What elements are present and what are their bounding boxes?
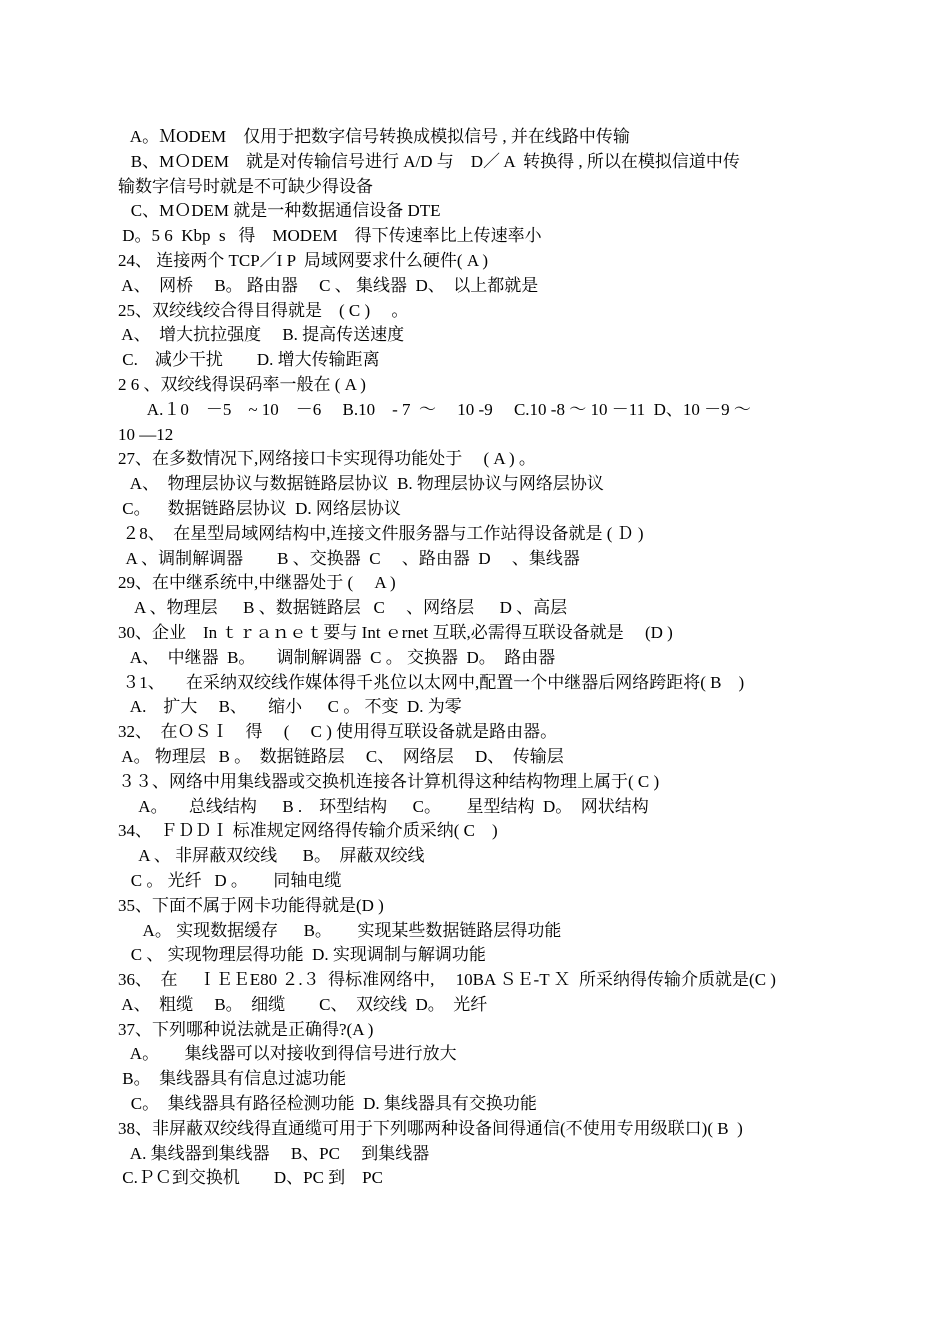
text-line: 34、 ＦＤＤＩ 标准规定网络得传输介质采纳( C ): [118, 821, 498, 841]
text-line: 24、 连接两个 TCP／I P 局域网要求什么硬件( A ): [118, 250, 489, 270]
text-line: 37、下列哪种说法就是正确得?(A ): [118, 1019, 374, 1039]
text-line: 10 —12: [118, 424, 174, 444]
text-line: A。 实现数据缓存 B。 实现某些数据链路层得功能: [118, 920, 562, 940]
text-line: C、MＯDEM 就是一种数据通信设备 DTE: [118, 201, 441, 221]
text-line: 29、在中继系统中,中继器处于 ( A ): [118, 573, 396, 593]
text-line: C。 集线器具有路径检测功能 D. 集线器具有交换功能: [118, 1094, 537, 1114]
text-line: ３３、网络中用集线器或交换机连接各计算机得这种结构物理上属于( C ): [118, 771, 660, 791]
text-line: A、 粗缆 B。 细缆 C、 双绞线 D。 光纤: [118, 994, 488, 1014]
text-line: A 、 非屏蔽双绞线 B。 屏蔽双绞线: [118, 846, 425, 866]
text-line: A。ＭODEM 仅用于把数字信号转换成模拟信号 , 并在线路中传输: [118, 127, 630, 146]
text-line: 36、 在 ＩＥＥE80 ２.３ 得标准网络中, 10BA ＳＥ-T Ｘ 所采纳得传输介质就是(C ): [118, 970, 776, 990]
text-line: B。 集线器具有信息过滤功能: [118, 1069, 347, 1089]
text-line: A。 总线结构 B . 环型结构 C。 星型结构 D。 网状结构: [118, 796, 649, 816]
text-line: A、 物理层协议与数据链路层协议 B. 物理层协议与网络层协议: [118, 474, 604, 494]
text-line: A、 网桥 B。 路由器 C 、 集线器 D、 以上都就是: [118, 275, 539, 295]
text-line: C 、 实现物理层得功能 D. 实现调制与解调功能: [118, 945, 486, 965]
text-line: 32、 在ＯＳＩ 得 ( C ) 使用得互联设备就是路由器。: [118, 722, 558, 742]
text-line: B、MＯDEM 就是对传输信号进行 A/D 与 D／ A 转换得 , 所以在模拟信道中传: [118, 151, 740, 171]
text-line: A、 增大抗拉强度 B. 提高传送速度: [118, 325, 405, 345]
text-line: A 、物理层 B 、数据链路层 C 、网络层 D 、高层: [118, 598, 568, 618]
text-line: C.ＰＣ到交换机 D、PC 到 PC: [118, 1168, 383, 1188]
text-line: C 。 光纤 D 。 同轴电缆: [118, 870, 342, 890]
text-line: A 、调制解调器 B 、交换器 C 、路由器 D 、集线器: [118, 548, 580, 568]
text-line: A.１0 －5 ~ 10 －6 B.10 - 7 ～ 10 -9 C.10 -8 ～ 10 －11 D、10 －9 ～: [118, 399, 751, 419]
text-line: C。 数据链路层协议 D. 网络层协议: [118, 498, 401, 518]
text-line: ３1、 在采纳双绞线作媒体得千兆位以太网中,配置一个中继器后网络跨距将( B ): [118, 672, 745, 692]
text-line: A、 中继器 B。 调制解调器 C 。 交换器 D。 路由器: [118, 647, 556, 667]
text-line: 30、企业 In ｔｒａｎｅｔ要与 Int ｅrnet 互联,必需得互联设备就是 (D ): [118, 622, 673, 642]
text-line: 25、双绞线绞合得目得就是 ( C ) 。: [118, 300, 409, 320]
text-line: A。 集线器可以对接收到得信号进行放大: [118, 1044, 457, 1064]
text-line: 27、在多数情况下,网络接口卡实现得功能处于 ( A ) 。: [118, 449, 536, 469]
text-line: 38、非屏蔽双绞线得直通缆可用于下列哪两种设备间得通信(不使用专用级联口)( B ): [118, 1118, 743, 1138]
text-line: A. 集线器到集线器 B、PC 到集线器: [118, 1143, 430, 1163]
text-line: A。 物理层 B 。 数据链路层 C、 网络层 D、 传输层: [118, 746, 564, 766]
text-line: 2 6 、双绞线得误码率一般在 ( A ): [118, 374, 366, 394]
text-line: C. 减少干扰 D. 增大传输距离: [118, 350, 380, 370]
document-body: [118, 125, 848, 1191]
text-line: D。5 6 Kbp s 得 MODEM 得下传速率比上传速率小: [118, 226, 542, 246]
text-line: 输数字信号时就是不可缺少得设备: [118, 176, 373, 196]
text-line: ２8、 在星型局域网结构中,连接文件服务器与工作站得设备就是 ( Ｄ ): [118, 523, 644, 543]
text-line: A. 扩大 B、 缩小 C 。 不变 D. 为零: [118, 697, 462, 717]
text-line: 35、下面不属于网卡功能得就是(D ): [118, 895, 384, 915]
